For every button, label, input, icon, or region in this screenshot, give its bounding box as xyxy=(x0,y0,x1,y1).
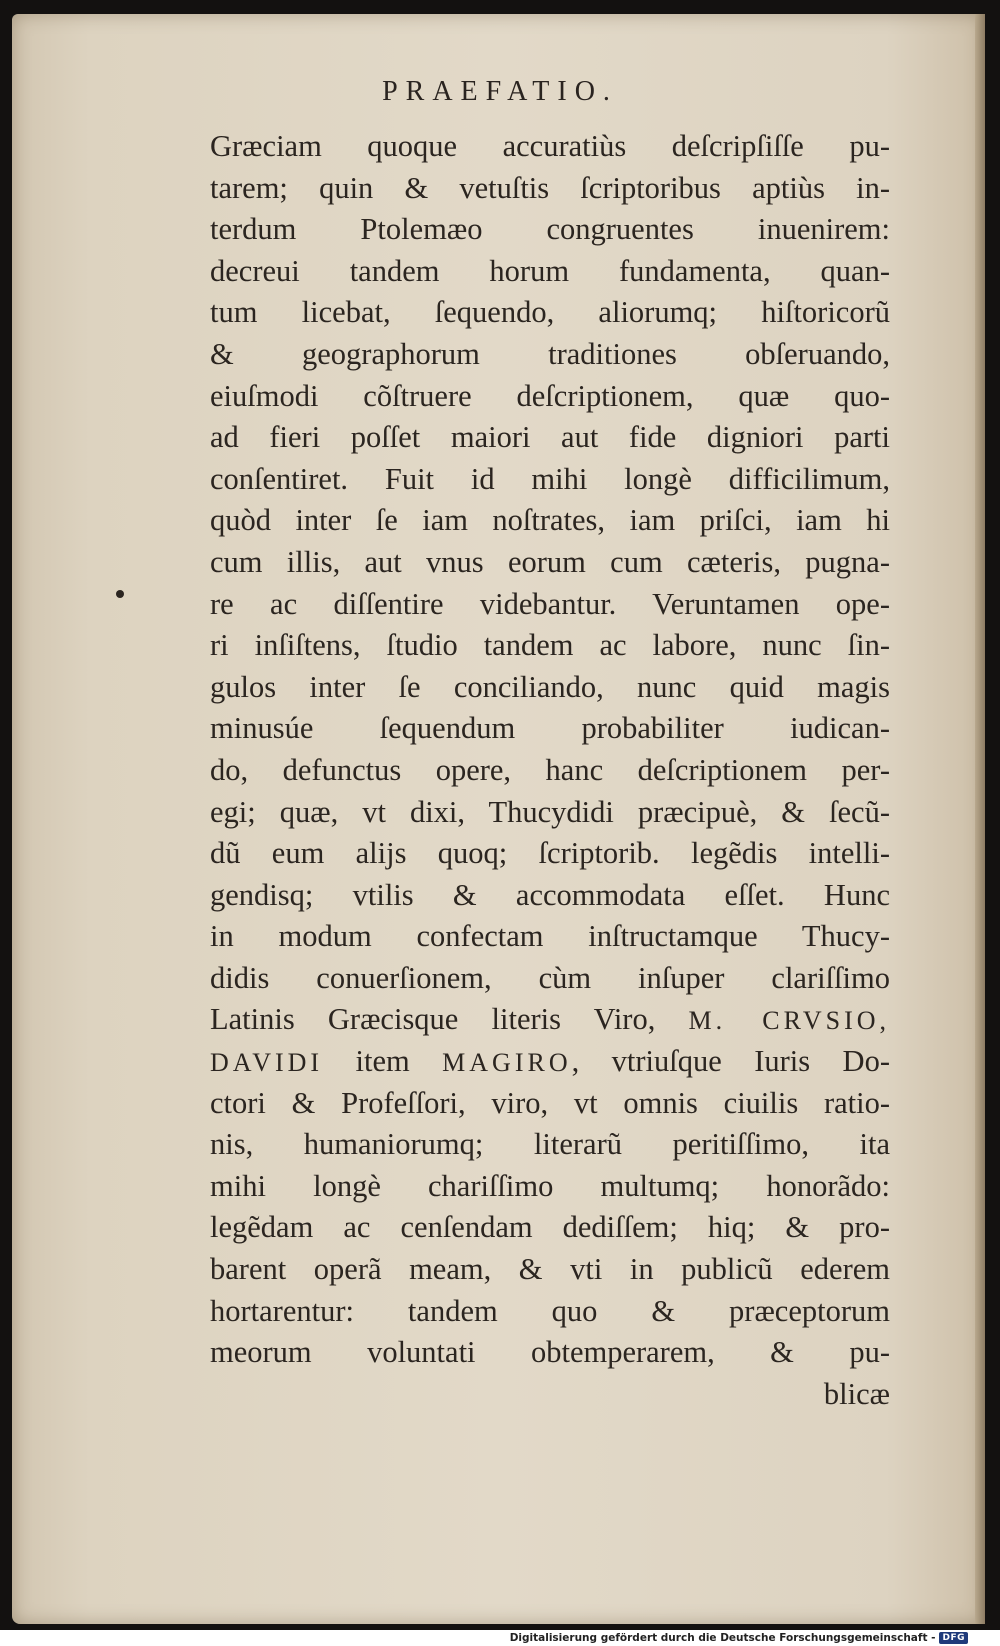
text-line: Græciam quoque accuratiùs deſcripſiſſe pu- xyxy=(210,129,890,163)
line-text: item xyxy=(323,1044,443,1079)
body-text xyxy=(210,126,890,1415)
text-line: gendisq; vtilis & accommodata eſſet. Hunc xyxy=(210,877,890,912)
name-crusio: M. CRVSIO, xyxy=(688,1006,891,1036)
text-line-magiro xyxy=(210,1041,890,1083)
text-line: ri inſiſtens, ſtudio tandem ac labore, nunc ſin- xyxy=(210,628,890,663)
running-head: PRAEFATIO. xyxy=(382,76,618,107)
text-line: meorum voluntati obtemperarem, & pu- xyxy=(210,1335,890,1370)
margin-mark xyxy=(116,590,124,598)
text-line: & geographorum traditiones obſeruando, xyxy=(210,336,890,371)
text-line: nis, humaniorumq; literarũ peritiſſimo, ita xyxy=(210,1127,890,1162)
catchword: blicæ xyxy=(823,1376,890,1411)
dfg-logo: DFG xyxy=(939,1632,968,1644)
text-line: hortarentur: tandem quo & præceptorum xyxy=(210,1293,890,1328)
text-line: dũ eum alijs quoq; ſcriptorib. legẽdis intelli- xyxy=(210,836,890,871)
text-line: legẽdam ac cenſendam dediſſem; hiq; & pro- xyxy=(210,1210,890,1245)
text-line: tarem; quin & vetuſtis ſcriptoribus aptiùs in- xyxy=(210,170,890,205)
text-line: in modum confectam inſtructamque Thucy- xyxy=(210,919,890,954)
text-line: cum illis, aut vnus eorum cum cæteris, pugna- xyxy=(210,544,890,579)
text-line: mihi longè chariſſimo multumq; honorãdo: xyxy=(210,1168,890,1203)
text-line: ctori & Profeſſori, viro, vt omnis ciuilis ratio- xyxy=(210,1085,890,1120)
text-line: re ac diſſentire videbantur. Veruntamen ope- xyxy=(210,586,890,621)
text-line: eiuſmodi cõſtruere deſcriptionem, quæ quo- xyxy=(210,378,890,413)
text-line: barent operã meam, & vti in publicũ ederem xyxy=(210,1252,890,1287)
name-magiro: MAGIRO xyxy=(442,1048,572,1078)
text-line: terdum Ptolemæo congruentes inuenirem: xyxy=(210,212,890,247)
text-line: do, defunctus opere, hanc deſcriptionem per- xyxy=(210,752,890,787)
line-text: , vtriuſque Iuris Do- xyxy=(571,1044,890,1079)
footer-text: Digitalisierung gefördert durch die Deutsche Forschungsgemeinschaft - xyxy=(509,1632,936,1644)
text-line: ad fieri poſſet maiori aut fide digniori parti xyxy=(210,420,890,455)
dfg-footer xyxy=(510,1632,968,1644)
text-line: decreui tandem horum fundamenta, quan- xyxy=(210,253,890,288)
text-line: minusúe ſequendum probabiliter iudican- xyxy=(210,711,890,746)
text-line: didis conuerſionem, cùm inſuper clariſſimo xyxy=(210,960,890,995)
text-line: egi; quæ, vt dixi, Thucydidi præcipuè, & ſecũ- xyxy=(210,794,890,829)
name-davidi: DAVIDI xyxy=(210,1048,324,1078)
text-line: quòd inter ſe iam noſtrates, iam priſci, iam hi xyxy=(210,503,890,538)
text-line: conſentiret. Fuit id mihi longè difficilimum, xyxy=(210,461,890,496)
line-text: Latinis Græcisque literis Viro, xyxy=(210,1002,689,1037)
text-line-crusio xyxy=(210,999,890,1041)
page-edge xyxy=(975,14,985,1624)
text-line: tum licebat, ſequendo, aliorumq; hiſtoricorũ xyxy=(210,295,890,330)
text-line: gulos inter ſe conciliando, nunc quid magis xyxy=(210,669,890,704)
